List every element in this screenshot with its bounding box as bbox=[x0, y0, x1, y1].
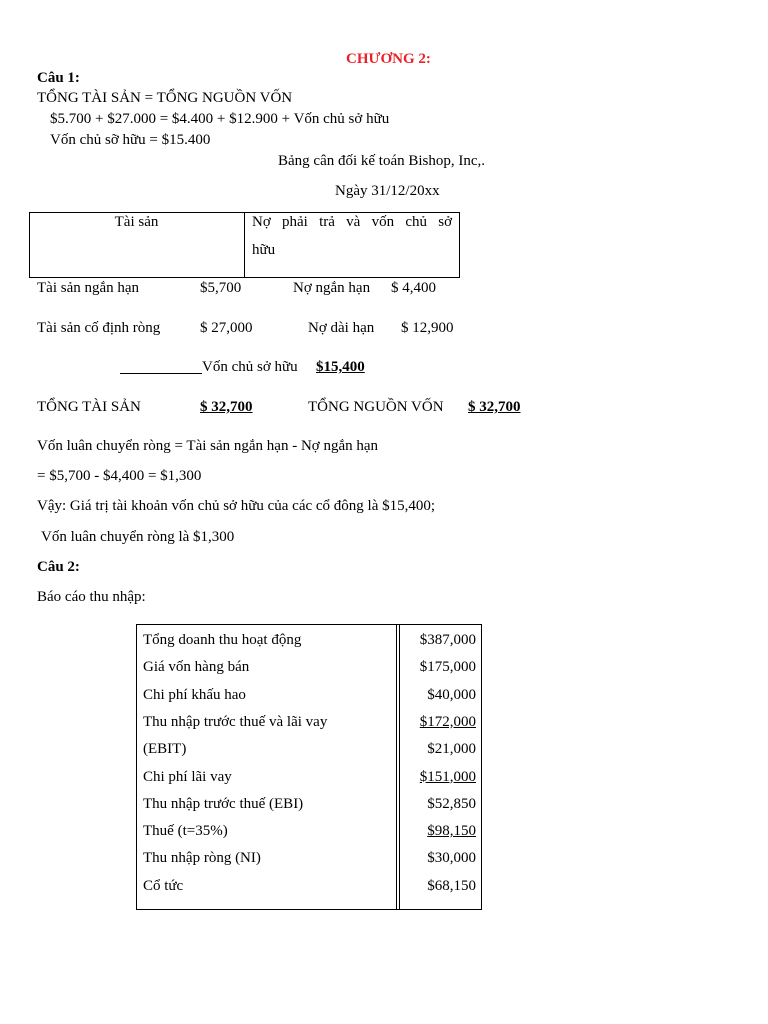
income-row-label: Tổng doanh thu hoạt động bbox=[143, 632, 302, 648]
balance-sheet-title: Bảng cân đối kế toán Bishop, Inc,. bbox=[278, 153, 486, 169]
income-row-label: Giá vốn hàng bán bbox=[143, 659, 250, 676]
income-row-value: $387,000 bbox=[419, 632, 476, 648]
equity-value: $15,400 bbox=[316, 359, 365, 375]
income-row-value: $68,150 bbox=[427, 877, 476, 894]
long-term-debt-label: Nợ dài hạn bbox=[308, 320, 375, 336]
current-assets-value: $5,700 bbox=[200, 280, 242, 296]
calculation-line: $5.700 + $27.000 = $4.400 + $12.900 + Vốn chủ sở hữu bbox=[50, 111, 390, 127]
income-row-label: Thu nhập trước thuế (EBI) bbox=[143, 795, 304, 812]
income-row-value: $172,000 bbox=[419, 713, 476, 730]
income-row-value: $175,000 bbox=[419, 659, 476, 676]
header-assets: Tài sản bbox=[114, 214, 159, 230]
current-liabilities-label: Nợ ngắn hạn bbox=[293, 280, 371, 296]
income-row-value: $30,000 bbox=[427, 850, 476, 867]
income-row-value: $52,850 bbox=[427, 795, 476, 812]
equity-line: Vốn chủ sỡ hữu = $15.400 bbox=[50, 132, 211, 148]
conclusion-line2: Vốn luân chuyển ròng là $1,300 bbox=[41, 529, 235, 545]
income-row-label: Chi phí khấu hao bbox=[143, 686, 246, 703]
income-row-label: Thu nhập ròng (NI) bbox=[143, 850, 261, 867]
income-row-value: $151,000 bbox=[419, 768, 476, 785]
nwc-line2: = $5,700 - $4,400 = $1,300 bbox=[37, 468, 202, 484]
header-liabilities-line2: hữu bbox=[252, 242, 276, 258]
total-assets-label: TỔNG TÀI SẢN bbox=[37, 399, 141, 415]
income-row-label: Cổ tức bbox=[143, 877, 184, 894]
equity-blank-line bbox=[120, 373, 202, 374]
accounting-equation: TỔNG TÀI SẢN = TỔNG NGUỒN VỐN bbox=[37, 90, 293, 106]
income-table-divider bbox=[396, 624, 397, 910]
header-divider bbox=[244, 212, 245, 278]
chapter-title: CHƯƠNG 2: bbox=[346, 51, 431, 67]
q2-heading: Câu 2: bbox=[37, 559, 80, 575]
balance-sheet-date: Ngày 31/12/20xx bbox=[335, 183, 440, 199]
income-row-label: Chi phí lãi vay bbox=[143, 768, 232, 785]
q1-heading: Câu 1: bbox=[37, 70, 80, 86]
nwc-line1: Vốn luân chuyển ròng = Tài sản ngắn hạn - Nợ ngắn hạn bbox=[37, 438, 379, 454]
conclusion-line1: Vậy: Giá trị tài khoản vốn chủ sở hữu của các cổ đông là $15,400; bbox=[37, 498, 436, 514]
income-row-value: $98,150 bbox=[427, 823, 476, 840]
long-term-debt-value: $ 12,900 bbox=[401, 320, 454, 336]
header-liabilities-line1: Nợ phải trả và vốn chủ sở bbox=[252, 214, 452, 230]
total-assets-value: $ 32,700 bbox=[200, 399, 253, 415]
fixed-assets-label: Tài sản cố định ròng bbox=[37, 320, 161, 336]
current-liabilities-value: $ 4,400 bbox=[391, 280, 436, 296]
income-statement-title: Báo cáo thu nhập: bbox=[37, 589, 146, 605]
total-sources-label: TỔNG NGUỒN VỐN bbox=[308, 399, 444, 415]
current-assets-label: Tài sản ngắn hạn bbox=[37, 280, 140, 296]
income-row-value: $21,000 bbox=[427, 741, 476, 758]
income-row-value: $40,000 bbox=[427, 686, 476, 703]
equity-label: Vốn chủ sở hữu bbox=[202, 359, 298, 375]
fixed-assets-value: $ 27,000 bbox=[200, 320, 253, 336]
total-sources-value: $ 32,700 bbox=[468, 399, 521, 415]
income-row-label: Thu nhập trước thuế và lãi vay bbox=[143, 713, 328, 730]
income-row-label: Thuế (t=35%) bbox=[143, 823, 228, 840]
income-row-label: (EBIT) bbox=[143, 741, 187, 758]
